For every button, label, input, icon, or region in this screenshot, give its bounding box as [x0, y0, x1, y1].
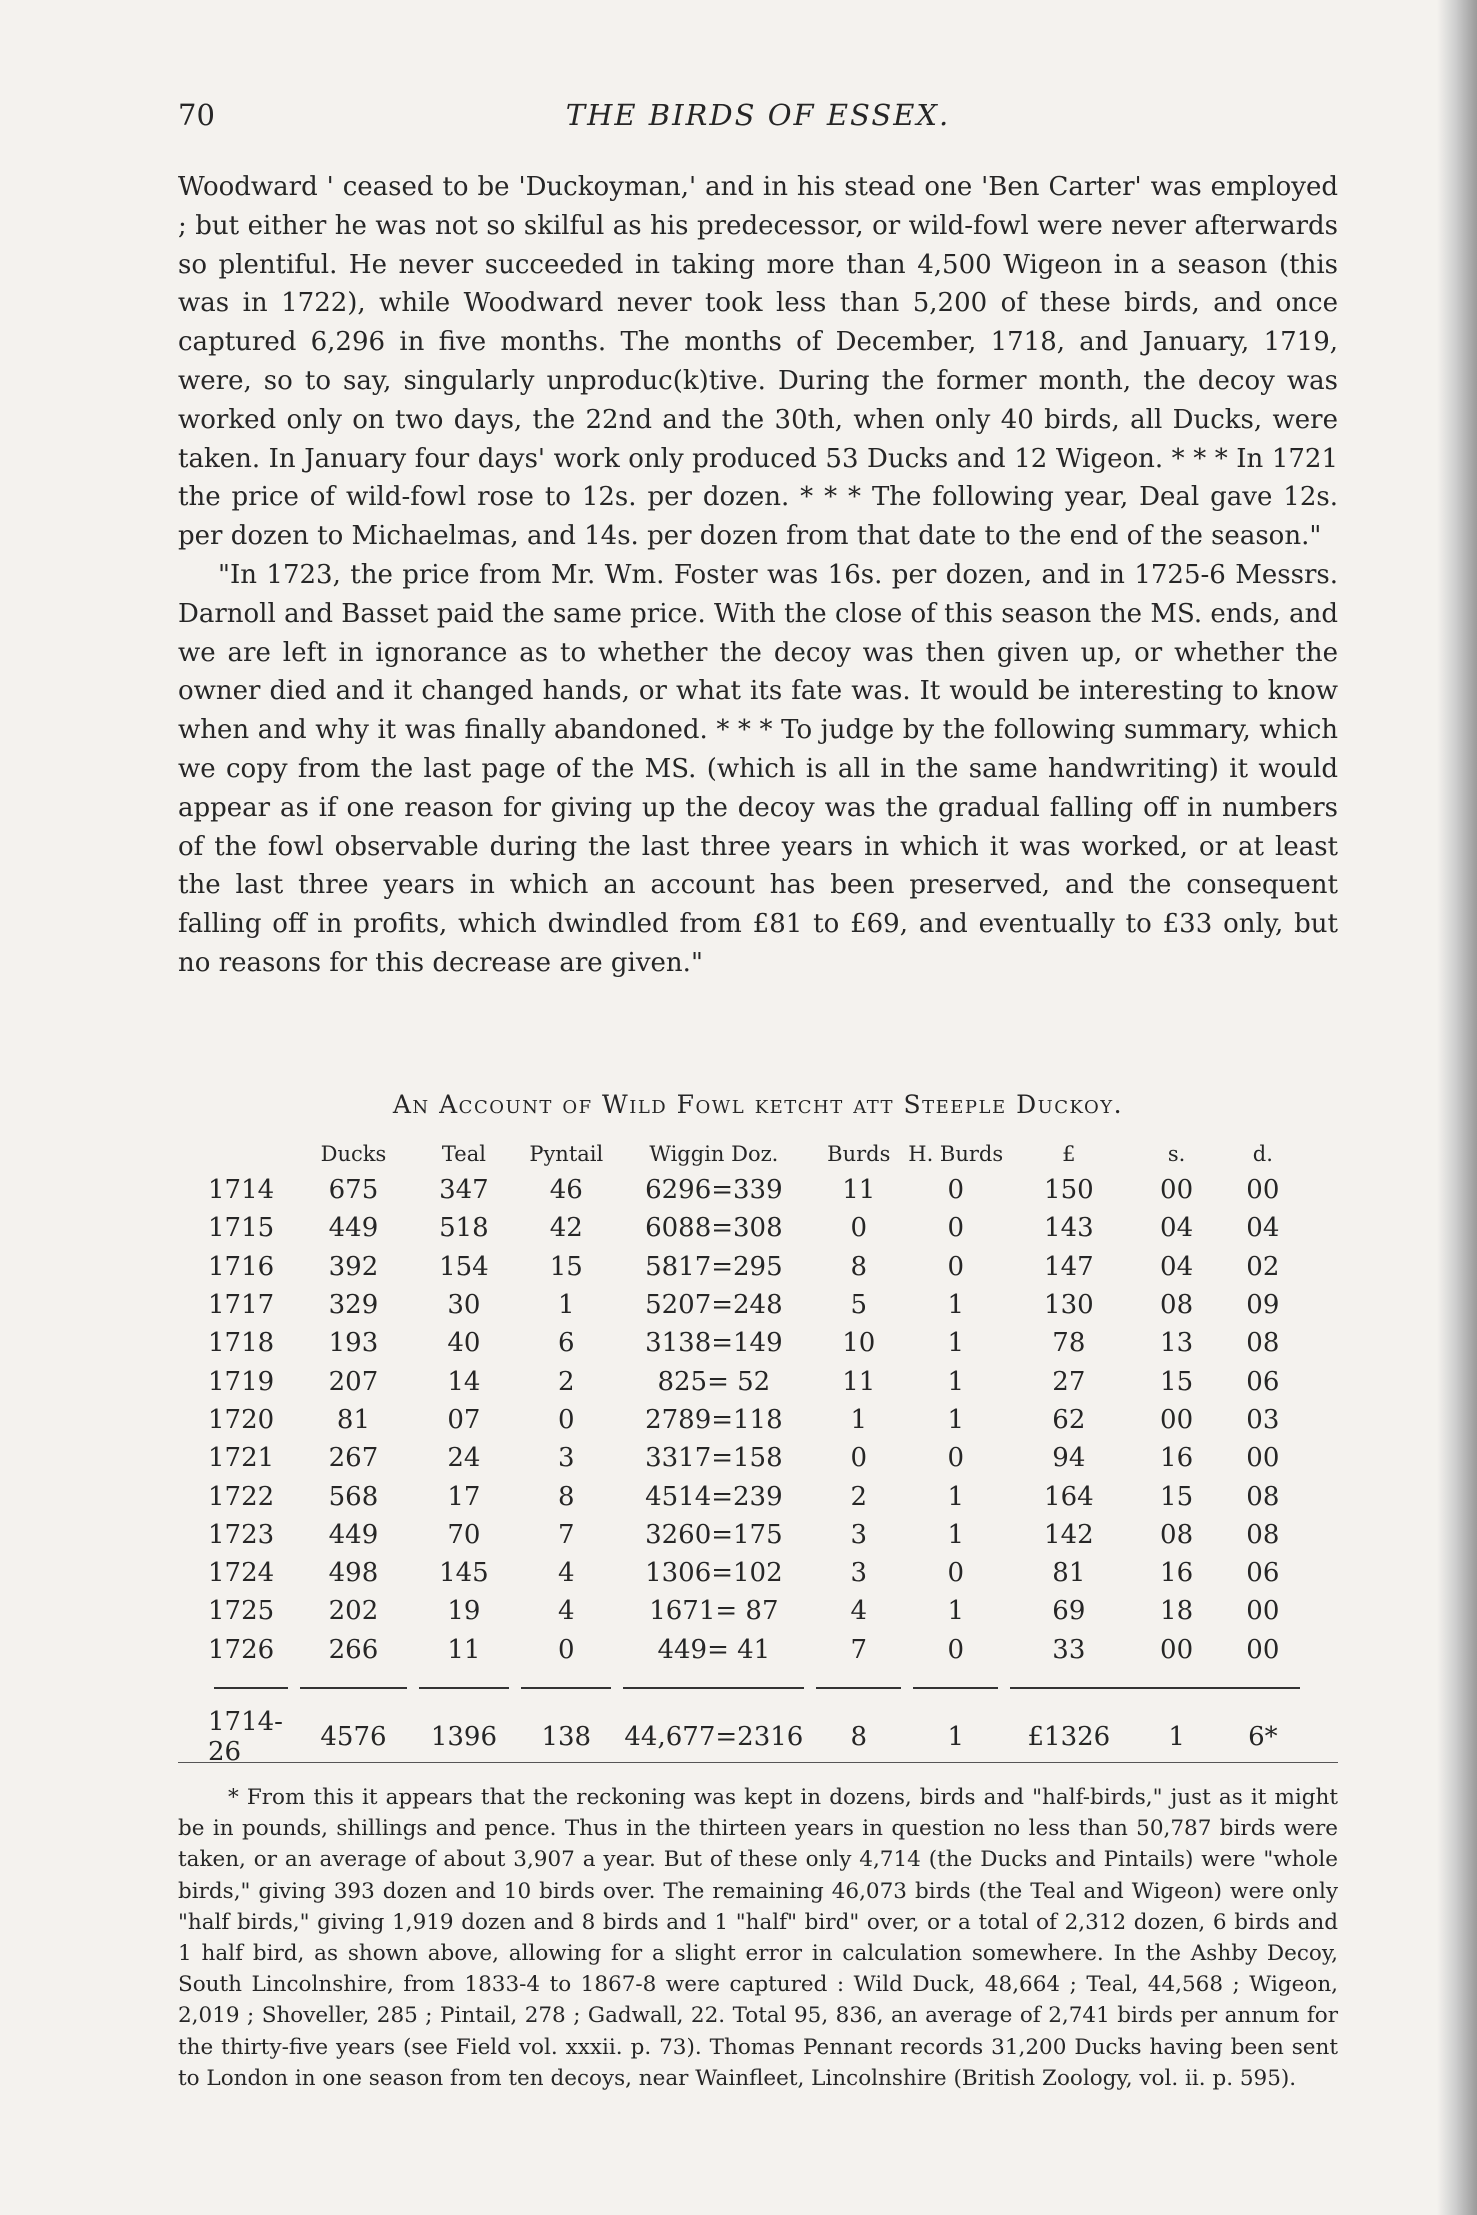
table-cell: 08	[1160, 1290, 1194, 1321]
table-cell: 4514=239	[645, 1481, 783, 1512]
total-cell: 138	[541, 1722, 592, 1753]
account-table	[208, 1137, 1306, 1767]
table-cell: 0	[947, 1251, 964, 1282]
table-cell: 1	[947, 1366, 964, 1397]
table-cell: 13	[1160, 1328, 1194, 1359]
table-cell: 1	[947, 1290, 964, 1321]
table-cell: 11	[842, 1366, 876, 1397]
table-rule-row	[208, 1669, 1306, 1707]
table-cell: 15	[1160, 1366, 1194, 1397]
table-cell: 1725	[208, 1596, 275, 1627]
table-cell: 449	[328, 1519, 379, 1550]
table-cell: 1719	[208, 1366, 275, 1397]
table-cell: 78	[1052, 1328, 1086, 1359]
table-row	[208, 1248, 1306, 1286]
table-cell: 6	[558, 1328, 575, 1359]
table-cell: 1	[947, 1596, 964, 1627]
column-header: Wiggin Doz.	[649, 1142, 779, 1166]
table-cell: 02	[1246, 1251, 1280, 1282]
table-cell: 130	[1044, 1290, 1094, 1321]
table-cell: 19	[447, 1596, 481, 1627]
table-cell: 4	[558, 1596, 575, 1627]
table-cell: 1715	[208, 1213, 275, 1244]
table-cell: 00	[1246, 1596, 1280, 1627]
total-cell: 1714-26	[208, 1707, 283, 1768]
table-cell: 04	[1160, 1213, 1194, 1244]
table-cell: 6296=339	[645, 1175, 783, 1206]
table-cell: 142	[1044, 1519, 1094, 1550]
table-cell: 3260=175	[645, 1519, 783, 1550]
column-header: Teal	[441, 1142, 486, 1166]
table-cell: 568	[328, 1481, 379, 1512]
column-header	[208, 1137, 294, 1171]
column-header: £	[1062, 1142, 1076, 1166]
table-cell: 5817=295	[645, 1251, 783, 1282]
table-cell: 06	[1246, 1366, 1280, 1397]
total-cell: 1396	[430, 1722, 497, 1753]
table-cell: 2	[850, 1481, 868, 1512]
table-cell: 04	[1160, 1251, 1194, 1282]
table-cell: 24	[447, 1443, 481, 1474]
table-cell: 09	[1246, 1290, 1280, 1321]
table-cell: 1	[947, 1519, 964, 1550]
table-cell: 147	[1044, 1251, 1094, 1282]
table-cell: 0	[850, 1443, 868, 1474]
table-cell: 18	[1160, 1596, 1194, 1627]
table-cell: 2789=118	[645, 1404, 783, 1435]
table-cell: 06	[1246, 1558, 1280, 1589]
total-cell: 6*	[1248, 1722, 1278, 1753]
table-cell: 329	[328, 1290, 379, 1321]
total-cell: 4576	[320, 1722, 387, 1753]
table-cell: 0	[947, 1558, 964, 1589]
table-cell: 3	[558, 1443, 575, 1474]
table-cell: 145	[439, 1558, 489, 1589]
page-header	[178, 98, 1338, 138]
table-cell: 1671= 87	[649, 1596, 779, 1627]
table-cell: 94	[1052, 1443, 1086, 1474]
table-cell: 6088=308	[645, 1213, 783, 1244]
page-gutter-shadow	[1437, 0, 1477, 2215]
table-cell: 42	[549, 1213, 583, 1244]
table-cell: 3138=149	[645, 1328, 783, 1359]
table-cell: 1717	[208, 1290, 275, 1321]
table-cell: 3317=158	[645, 1443, 783, 1474]
column-header: Burds	[827, 1142, 891, 1166]
body-text	[178, 168, 1338, 983]
column-header: Pyntail	[529, 1142, 604, 1166]
table-row	[208, 1324, 1306, 1362]
table-cell: 00	[1160, 1634, 1194, 1665]
table-cell: 62	[1052, 1404, 1086, 1435]
table-cell: 5	[850, 1290, 868, 1321]
table-cell: 14	[447, 1366, 481, 1397]
table-row	[208, 1362, 1306, 1400]
table-cell: 81	[1052, 1558, 1086, 1589]
table-cell: 00	[1246, 1443, 1280, 1474]
table-cell: 518	[439, 1213, 489, 1244]
table-cell: 7	[850, 1634, 868, 1665]
table-row	[208, 1209, 1306, 1247]
table-cell: 2	[558, 1366, 575, 1397]
table-row	[208, 1592, 1306, 1630]
table-cell: 0	[947, 1443, 964, 1474]
table-cell: 1	[558, 1290, 575, 1321]
table-cell: 4	[850, 1596, 868, 1627]
column-header: H. Burds	[908, 1142, 1004, 1166]
table-cell: 27	[1052, 1366, 1086, 1397]
table-cell: 0	[947, 1634, 964, 1665]
table-cell: 8	[558, 1481, 575, 1512]
table-cell: 70	[447, 1519, 481, 1550]
table-row	[208, 1516, 1306, 1554]
table-cell: 11	[447, 1634, 481, 1665]
table-cell: 8	[850, 1251, 868, 1282]
table-cell: 1	[850, 1404, 868, 1435]
table-cell: 11	[842, 1175, 876, 1206]
table-cell: 0	[947, 1213, 964, 1244]
column-header: Ducks	[320, 1142, 387, 1166]
table-body	[208, 1171, 1306, 1669]
table-cell: 1716	[208, 1251, 275, 1282]
table-cell: 1720	[208, 1404, 275, 1435]
table-cell: 81	[336, 1404, 371, 1435]
table-cell: 08	[1246, 1519, 1280, 1550]
table-cell: 498	[328, 1558, 379, 1589]
table-cell: 08	[1246, 1328, 1280, 1359]
table-cell: 15	[549, 1251, 583, 1282]
table-cell: 3	[850, 1519, 868, 1550]
table-cell: 392	[328, 1251, 379, 1282]
table-cell: 08	[1160, 1519, 1194, 1550]
table-cell: 33	[1052, 1634, 1086, 1665]
table-cell: 7	[558, 1519, 575, 1550]
table-cell: 1724	[208, 1558, 275, 1589]
table-cell: 0	[947, 1175, 964, 1206]
table-cell: 347	[439, 1175, 489, 1206]
table-cell: 164	[1044, 1481, 1094, 1512]
table-header-row	[208, 1137, 1306, 1171]
table-cell: 1723	[208, 1519, 275, 1550]
table-cell: 266	[328, 1634, 379, 1665]
table-cell: 825= 52	[657, 1366, 771, 1397]
total-cell: 8	[850, 1722, 868, 1753]
table-cell: 143	[1044, 1213, 1094, 1244]
table-cell: 193	[328, 1328, 379, 1359]
table-row	[208, 1171, 1306, 1209]
footnote: * From this it appears that the reckoning was kept in dozens, birds and "half-birds," just as it might be in pounds, shillings and pence. Thus in the thirteen years in question no less than 50,787 birds were taken, or an average of about 3,907 a year. But of these only 4,714 (the Ducks and Pintails) were "whole birds," giving 393 dozen and 10 birds over. The remaining 46,073 birds (the Teal and Wigeon) were only "half birds," giving 1,919 dozen and 8 birds and 1 "half" bird" over, or a total of 2,312 dozen, 6 birds and 1 half bird, as shown above, allowing for a slight error in calculation somewhere. In the Ashby Decoy, South Lincolnshire, from 1833-4 to 1867-8 were captured : Wild Duck, 48,664 ; Teal, 44,568 ; Wigeon, 2,019 ; Shoveller, 285 ; Pintail, 278 ; Gadwall, 22. Total 95, 836, an average of 2,741 birds per annum for the thirty-five years (see Field vol. xxxii. p. 73). Thomas Pennant records 31,200 Ducks having been sent to London in one season from ten decoys, near Wainfleet, Lincolnshire (British Zoology, vol. ii. p. 595).	[178, 1785, 1338, 2091]
paragraph: "In 1723, the price from Mr. Wm. Foster was 16s. per dozen, and in 1725-6 Messrs. Darnoll and Basset paid the same price. With the close of this season the MS. ends, and we are left in ignorance as to whether the decoy was then given up, or whether the owner died and it changed hands, or what its fate was. It would be interesting to know when and why it was finally abandoned. * * * To judge by the following summary, which we copy from the last page of the MS. (which is all in the same handwriting) it would appear as if one reason for giving up the decoy was the gradual falling off in numbers of the fowl observable during the last three years in which it was worked, or at least the last three years in which an account has been preserved, and the consequent falling off in profits, which dwindled from £81 to £69, and eventually to £33 only, but no reasons for this decrease are given."	[178, 559, 1338, 978]
table-cell: 1721	[208, 1443, 275, 1474]
footnote-separator	[178, 1762, 1338, 1763]
table-row	[208, 1631, 1306, 1669]
paragraph: Woodward ' ceased to be 'Duckoyman,' and in his stead one 'Ben Carter' was employed ; but either he was not so skilful as his predecessor, or wild-fowl were never afterwards so plentiful. He never succeeded in taking more than 4,500 Wigeon in a season (this was in 1722), while Woodward never took less than 5,200 of these birds, and once captured 6,296 in five months. The months of December, 1718, and January, 1719, were, so to say, singularly unproduc(k)tive. During the former month, the decoy was worked only on two days, the 22nd and the 30th, when only 40 birds, all Ducks, were taken. In January four days' work only produced 53 Ducks and 12 Wigeon. * * * In 1721 the price of wild-fowl rose to 12s. per dozen. * * * The following year, Deal gave 12s. per dozen to Michaelmas, and 14s. per dozen from that date to the end of the season."	[178, 172, 1338, 552]
table-cell: 267	[328, 1443, 379, 1474]
column-header: s.	[1167, 1142, 1186, 1166]
table-cell: 04	[1246, 1213, 1280, 1244]
table-cell: 1714	[208, 1175, 275, 1206]
table-cell: 1718	[208, 1328, 275, 1359]
total-cell: 1	[1168, 1722, 1185, 1753]
table-cell: 07	[447, 1404, 481, 1435]
table-cell: 0	[850, 1213, 868, 1244]
total-cell: 1	[947, 1722, 964, 1753]
table-row	[208, 1477, 1306, 1515]
table-cell: 1	[947, 1481, 964, 1512]
table-cell: 08	[1246, 1481, 1280, 1512]
table-cell: 00	[1160, 1175, 1194, 1206]
table-cell: 10	[842, 1328, 876, 1359]
table-cell: 675	[328, 1175, 379, 1206]
running-title: THE BIRDS OF ESSEX.	[565, 98, 951, 132]
table-cell: 69	[1052, 1596, 1086, 1627]
table-cell: 0	[558, 1634, 575, 1665]
column-header: d.	[1252, 1142, 1273, 1166]
table-row	[208, 1401, 1306, 1439]
table-cell: 1306=102	[645, 1558, 783, 1589]
table-row	[208, 1439, 1306, 1477]
page-number: 70	[178, 98, 215, 132]
table-cell: 3	[850, 1558, 868, 1589]
table-cell: 46	[549, 1175, 583, 1206]
total-cell: 44,677=2316	[624, 1722, 804, 1753]
table-cell: 154	[439, 1251, 489, 1282]
table-cell: 16	[1160, 1558, 1194, 1589]
total-cell: £1326	[1027, 1722, 1111, 1753]
table-cell: 4	[558, 1558, 575, 1589]
table-cell: 449= 41	[657, 1634, 771, 1665]
table-row	[208, 1554, 1306, 1592]
table-cell: 202	[328, 1596, 379, 1627]
table-cell: 00	[1246, 1175, 1280, 1206]
table-cell: 15	[1160, 1481, 1194, 1512]
table-cell: 1	[947, 1328, 964, 1359]
table-cell: 1726	[208, 1634, 275, 1665]
table-cell: 1722	[208, 1481, 275, 1512]
table-cell: 150	[1044, 1175, 1094, 1206]
table-cell: 0	[558, 1404, 575, 1435]
table-cell: 40	[447, 1328, 481, 1359]
table-cell: 00	[1246, 1634, 1280, 1665]
table-row	[208, 1286, 1306, 1324]
table-cell: 30	[447, 1290, 481, 1321]
table-title: An Account of Wild Fowl ketcht att Steeple Duckoy.	[392, 1090, 1124, 1119]
table-cell: 17	[447, 1481, 481, 1512]
table-cell: 16	[1160, 1443, 1194, 1474]
table-cell: 1	[947, 1404, 964, 1435]
table-cell: 449	[328, 1213, 379, 1244]
table-cell: 00	[1160, 1404, 1194, 1435]
table-cell: 03	[1246, 1404, 1280, 1435]
table-cell: 5207=248	[645, 1290, 783, 1321]
table-cell: 207	[328, 1366, 379, 1397]
table-total-row	[208, 1707, 1306, 1767]
